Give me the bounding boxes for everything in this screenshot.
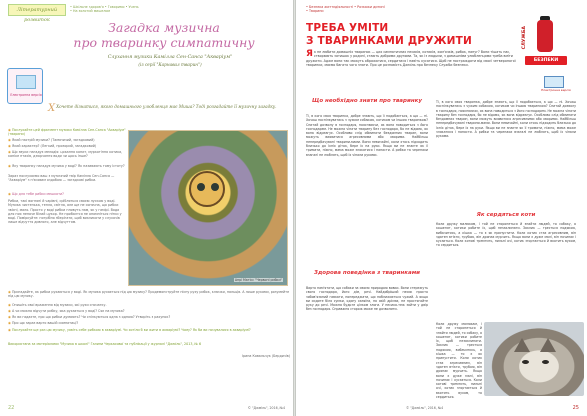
question-item: ◉ Опишіть свої враження від музики, які рухи спочатку. xyxy=(8,303,107,307)
question-item: ◉ Який характер? (Легкий, прозорий, загадковий) xyxy=(8,144,97,148)
nav-line: • Безпека життєдіяльності • Розкажи дитині xyxy=(306,5,385,9)
section-text: Коли дружу малюкам, і той не сторонеться й знайти людей, то собаку, а кошенят, котики робите їх, щоб незаклинати. Заклик — тресться подякою, вибачитись, а кішка — то є як припустити. Коли котик стає агресивним, він здатен втікти, трубою, він дряпає мурчить. Якщо вони є дуже малі, він починає і кусається. Коли котові тремтить, пильні очі, котик згортається й вкотить вухом, то сердиться. xyxy=(436,222,576,248)
badge-label: Електронна версія xyxy=(10,93,42,97)
page-footer: © "Джміль", 2016, №4 xyxy=(406,406,444,410)
badge-label: Електронна версія xyxy=(541,88,571,92)
question-item: ◉ Яку тваринку нагадує музика у воді? Як називають тому істоту? xyxy=(8,164,125,168)
page-footer: © "Джміль", 2016, №4 xyxy=(247,406,285,410)
section-heading: Що необхідно знати про тваринку xyxy=(312,98,422,104)
monitor-icon xyxy=(544,76,564,88)
section-text: Коли дружу малюкам, і той не сторонеться й знайти людей, то собаку, а кошенят, котики робите їх, щоб незаклинати. Заклик — тресться подякою, вибачитись, а кішка — то є як припустити. Коли котик стає агресивним, він здатен втікти, трубою, він дряпає мурчить. Якщо вони є дуже малі, він починає і кусається. Коли котові тремтить, пильні очі, котик згортається й вкотить вухом, то сердиться. xyxy=(436,322,482,400)
page-number: 25 xyxy=(572,405,579,411)
section-heading: Як сердяться коти xyxy=(476,212,536,218)
right-page xyxy=(296,0,587,416)
question-item: ◉ Який настрій музики? (Таємничий, загадковий) xyxy=(8,138,95,142)
intro-paragraph xyxy=(48,104,288,113)
title-line: Загадка музична xyxy=(108,20,220,35)
service-text: СЛУЖБА xyxy=(522,26,527,50)
section-text: Ті, в кого своя тваринка, добре знають, що її подобається, а що — ні. Хочаш поспілкуватись з чужим собакою, котиком чи іншою тваринкою? Спитай дозволу в господаря, пояснюючи, як вона поводиться з його господарем. Не можна чіпати тварину без господаря, бо не відомо, як вона відреагує. Особливо слід обминати бездомних тварин, вони можуть виявитися агресивними або хворими. Найбільш непередбачувані тварини-мами. Вони невичайні, коли хтось підходить близько до їхніх діток, бере їх на руки. Якщо ви не знаєте як її тримати, ніжно, мама може злякатися і напасти. А рибки та черепахи взагалі не люблять, щоб їх чіпали руками. xyxy=(436,100,576,139)
nav-line: • Тварини xyxy=(306,9,324,14)
article-title-line1: ТРЕБА УМІТИ xyxy=(306,22,389,34)
monitor-icon xyxy=(16,75,36,89)
left-nav xyxy=(70,5,139,13)
magazine-logo: Літературний розвиток xyxy=(8,4,66,16)
right-nav xyxy=(306,5,385,13)
drop-cap: Х xyxy=(48,103,56,114)
question-item: Зараз послухаємо ваш з музичний твір Камілла Сен-Санса — "Акваріум" з п'єсовим оздобою — загадкові рибки. xyxy=(8,174,115,183)
page-number: 22 xyxy=(8,405,15,411)
question-item: ◉ Пригадайте, як рибки рухаються у воді. Як музика рухається під цю музику? Продемонструйте пісну руху рибок, ключки, пальців. А лише руками, розумейте під цю музику. xyxy=(8,290,290,299)
question-item: ◉ Послухайте цей фрагмент музики Камілла Сен-Санса "Акваріум" (тварини) xyxy=(8,128,126,137)
article-subtitle-series: (із серії "Карнавал тварин") xyxy=(138,62,202,67)
cat-photo xyxy=(484,322,584,396)
electronic-version-badge[interactable] xyxy=(7,68,43,104)
article-subtitle: Слухання музики Камілла Сен-Санса "Акваріум" xyxy=(107,55,233,60)
question-item: ◉ Що звуки нагадує мелодія: цокання копит, муркотіння котика, каніке птахів, дзюрчання води чи щось інше? xyxy=(8,150,123,159)
question-item: Рибки, такі вогняні й чарівні, срібляться своєю лускою у воді. Музика чистенька, тепла, світла, але ще не сонячна, що рибки звісні, мало. Просто у воді рибки пливуть нам, як у гамірі. Вода для них неначе білий цукор. Не прибалтся не опомніться нітки у воді. Поміркуйте: потрібно зберігати, щоб викликати у слухачів лише відчуття дивного, але відчуттям. xyxy=(8,199,122,225)
nav-line: • Шкільне здоров'я • Говоримо • Учень xyxy=(70,5,139,9)
article-title-line2: З ТВАРИНКАМИ ДРУЖИТИ xyxy=(306,35,473,47)
intro-text: к не любити домашніх тваринок — цих симпатичних песиків, котиків, хом'ячків, рибок, папуг? Вони тішать нас, створюють затишок у родині, стають добрими друзями. Та, як із людьми, з домашніми улюбленцями треба вміти дружити. Адже вони так можуть ображатися, сердитися і навіть кусатися. Щоб не постраждати від своєї четвероногої тваринки, маємо багато чого знати. Про це розповість Джміль про безпеку Служби безпеки. xyxy=(306,50,516,68)
author-credit: Ірина Ковальчук (Бердичів) xyxy=(242,354,290,358)
matisse-painting-image xyxy=(128,130,288,286)
question-item: ◉ Як ви гадаєте, про що рибки думають? Чи спілкуються одна з одною? Утворіть з рахунок? xyxy=(8,315,171,319)
question-item: ◉ А чи можна відчути рибку, яка рухається у воді? Сяє на музика? xyxy=(8,309,125,313)
electronic-version-badge[interactable] xyxy=(534,74,574,98)
left-page xyxy=(0,0,293,416)
question-item: ◉ Про що зараз варто вашій симпатиці? xyxy=(8,321,79,325)
title-line: про тваринку симпатичну xyxy=(73,35,255,50)
article-title xyxy=(40,20,288,50)
drop-cap: Я xyxy=(306,49,313,59)
painting-figure xyxy=(189,171,225,207)
intro-text: Хочете дізнатися, якого домашнього улюбленця має Миша? Тоді розгадайте її музичну загадку. xyxy=(56,104,277,109)
question-item: ◉ Що для тебе рибки мешкати? xyxy=(8,192,64,196)
nav-line: • На золотий мишелом xyxy=(70,9,110,14)
service-band: БЕЗПЕКИ xyxy=(525,56,567,65)
section-heading: Здорова поведінка з тваринками xyxy=(313,270,421,276)
fire-extinguisher-icon xyxy=(537,20,553,52)
section-text: Варто пам'ятати, що собаки за своєю природою вовки. Вони стережуть свого господаря, його дім, речі. Найдобріший песик просто зобов'язаний гавкати, попереджати, що наближається чужий. А якщо ви сидите біля сумки, одягу хазяїна, на якій дрімає, не простягайте руку до речі. Можна будьте цілком злоги. У песика-теж зайти у двір без господаря. Справжня сторож може не дозволити. xyxy=(306,286,428,312)
intro-paragraph xyxy=(306,50,516,68)
source-note: Використана за матеріалами "Музика в школі" Галини Черкасової та публікації у журналі "Джміль", 2013, № 6 xyxy=(8,342,202,346)
question-item: ◉ Послухайте ще раз цю музику, уявіть себе рибкою в акваріумі. Чи хотіли б ви жити в акваріумі? Чому? Як би ви почувалися в акваріумі? xyxy=(8,328,251,332)
section-text: Ті, в кого своя тваринка, добре знають, що її подобається, а що — ні. Хочаш поспілкуватись з чужим собакою, котиком чи іншою тваринкою? Спитай дозволу в господаря, пояснюючи, як вона поводиться з його господарем. Не можна чіпати тварину без господаря, бо не відомо, як вона відреагує. Особливо слід обминати бездомних тварин, вони можуть виявитися агресивними або хворими. Найбільш непередбачувані тварини-мами. Вони невичайні, коли хтось підходить близько до їхніх діток, бере їх на руки. Якщо ви не знаєте як її тримати, ніжно, мама може злякатися і напасти. А рибки та черепахи взагалі не люблять, щоб їх чіпали руками. xyxy=(306,114,428,157)
safety-service-logo xyxy=(522,18,568,68)
painting-caption: Анрі Матісс "Червоні рибки" xyxy=(234,278,282,282)
